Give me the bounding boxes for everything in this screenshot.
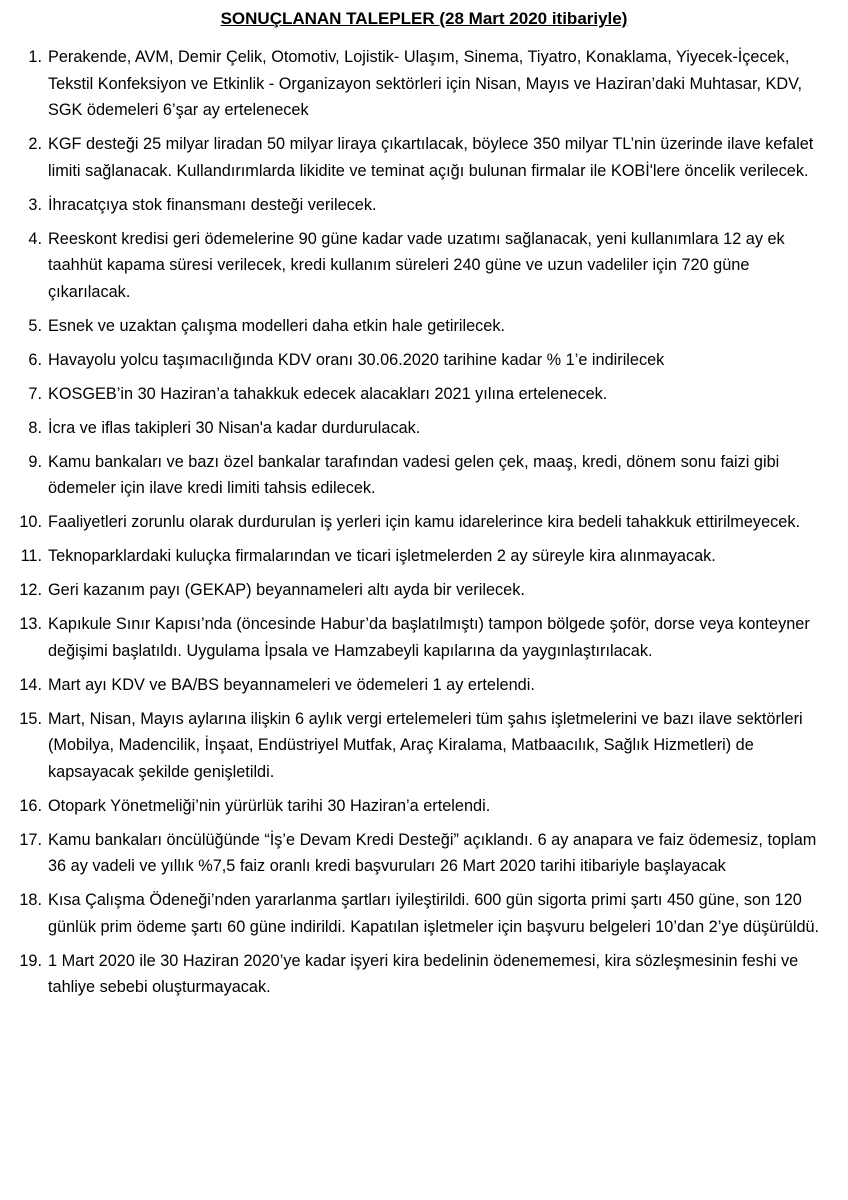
item-number: 10.	[19, 513, 42, 531]
item-number: 4.	[28, 229, 42, 248]
list-item	[14, 887, 834, 940]
item-text: Perakende, AVM, Demir Çelik, Otomotiv, Lojistik- Ulaşım, Sinema, Tiyatro, Konaklama, Yiyecek-İçecek, Tekstil Konfeksiyon ve Etkinlik - Organizayon sektörleri için Nisan, Mayıs ve Haziran’daki Muhtasar, KDV, SGK ödemeleri 6’şar ay ertelenecek	[48, 48, 803, 119]
list-item	[14, 543, 834, 570]
item-number: 17.	[19, 830, 42, 849]
item-number: 13.	[19, 615, 42, 633]
item-number: 16.	[19, 796, 42, 815]
list-item	[14, 827, 834, 880]
list-item	[14, 192, 834, 219]
list-item	[14, 347, 834, 374]
list-item	[14, 672, 834, 699]
list-item	[14, 131, 834, 184]
item-text: İcra ve iflas takipleri 30 Nisan'a kadar durdurulacak.	[48, 418, 421, 437]
list-item	[14, 948, 834, 1001]
item-number: 3.	[28, 195, 42, 214]
list-item	[14, 793, 834, 820]
item-text: Kapıkule Sınır Kapısı’nda (öncesinde Habur’da başlatılmıştı) tampon bölgede şoför, dorse veya konteyner değişimi başlatıldı. Uygulama İpsala ve Hamzabeyli kapılarına da yaygınlaştırılacak.	[48, 615, 810, 660]
item-text: Geri kazanım payı (GEKAP) beyannameleri altı ayda bir verilecek.	[48, 581, 525, 599]
list-item	[14, 415, 834, 442]
list-item	[14, 313, 834, 340]
item-number: 6.	[28, 350, 42, 369]
item-text: Esnek ve uzaktan çalışma modelleri daha etkin hale getirilecek.	[48, 316, 506, 335]
item-text: Kısa Çalışma Ödeneği’nden yararlanma şartları iyileştirildi. 600 gün sigorta primi şartı 450 güne, son 120 günlük prim ödeme şartı 60 güne indirildi. Kapatılan işletmeler için başvuru belgeleri 10’dan 2’ye düşürüldü.	[48, 891, 820, 936]
item-text: KGF desteği 25 milyar liradan 50 milyar liraya çıkartılacak, böylece 350 milyar TL’nin üzerinde ilave kefalet limiti sağlanacak. Kullandırımlarda likidite ve teminat açığı bulunan firmalar ile KOBİ'lere öncelik verilecek.	[48, 135, 814, 180]
item-number: 12.	[19, 581, 42, 599]
list-item	[14, 226, 834, 306]
item-number: 19.	[19, 951, 42, 970]
item-text: Mart, Nisan, Mayıs aylarına ilişkin 6 aylık vergi ertelemeleri tüm şahıs işletmelerini ve bazı ilave sektörleri (Mobilya, Madencilik, İnşaat, Endüstriyel Mutfak, Araç Kiralama, Matbaacılık, Sağlık Hizmetleri) de kapsayacak şekilde genişletildi.	[48, 709, 803, 781]
document-title: SONUÇLANAN TALEPLER (28 Mart 2020 itibariyle)	[220, 9, 628, 28]
item-number: 14.	[19, 675, 42, 694]
item-number: 7.	[28, 384, 42, 403]
item-list	[14, 44, 834, 1001]
item-number: 8.	[28, 418, 42, 437]
item-number: 5.	[28, 316, 42, 335]
item-text: Kamu bankaları öncülüğünde “İş’e Devam Kredi Desteği” açıklandı. 6 ay anapara ve faiz ödemesiz, toplam 36 ay vadeli ve yıllık %7,5 faiz oranlı kredi başvuruları 26 Mart 2020 tarihi itibariyle başlayacak	[48, 830, 817, 875]
list-item	[14, 706, 834, 786]
item-text: Havayolu yolcu taşımacılığında KDV oranı 30.06.2020 tarihine kadar % 1’e indirilecek	[48, 350, 665, 369]
item-text: Mart ayı KDV ve BA/BS beyannameleri ve ödemeleri 1 ay ertelendi.	[48, 675, 535, 694]
item-number: 11.	[20, 547, 42, 565]
item-number: 2.	[28, 135, 42, 153]
item-text: 1 Mart 2020 ile 30 Haziran 2020’ye kadar işyeri kira bedelinin ödenememesi, kira sözleşmesinin feshi ve tahliye sebebi oluşturmayacak.	[48, 951, 799, 996]
item-text: Kamu bankaları ve bazı özel bankalar tarafından vadesi gelen çek, maaş, kredi, dönem sonu faizi gibi ödemeler için ilave kredi limiti tahsis edilecek.	[48, 452, 780, 497]
item-number: 18.	[19, 891, 42, 909]
item-number: 1.	[28, 48, 42, 66]
item-text: Faaliyetleri zorunlu olarak durdurulan iş yerleri için kamu idarelerince kira bedeli tahakkuk ettirilmeyecek.	[48, 513, 800, 531]
item-text: İhracatçıya stok finansmanı desteği verilecek.	[48, 195, 377, 214]
item-text: Otopark Yönetmeliği’nin yürürlük tarihi 30 Haziran’a ertelendi.	[48, 796, 491, 815]
item-number: 9.	[28, 452, 42, 471]
list-item	[14, 449, 834, 502]
item-text: KOSGEB’in 30 Haziran’a tahakkuk edecek alacakları 2021 yılına ertelenecek.	[48, 384, 608, 403]
list-item	[14, 611, 834, 664]
item-text: Reeskont kredisi geri ödemelerine 90 güne kadar vade uzatımı sağlanacak, yeni kullanımlara 12 ay ek taahhüt kapama süresi verilecek, kredi kullanım süreleri 240 güne ve uzun vadeliler için 720 güne çıkarılacak.	[48, 229, 785, 301]
item-number: 15.	[19, 709, 42, 728]
list-item	[14, 577, 834, 604]
item-text: Teknoparklardaki kuluçka firmalarından ve ticari işletmelerden 2 ay süreyle kira alınmayacak.	[48, 547, 716, 565]
list-item	[14, 381, 834, 408]
list-item	[14, 509, 834, 536]
list-item	[14, 44, 834, 124]
